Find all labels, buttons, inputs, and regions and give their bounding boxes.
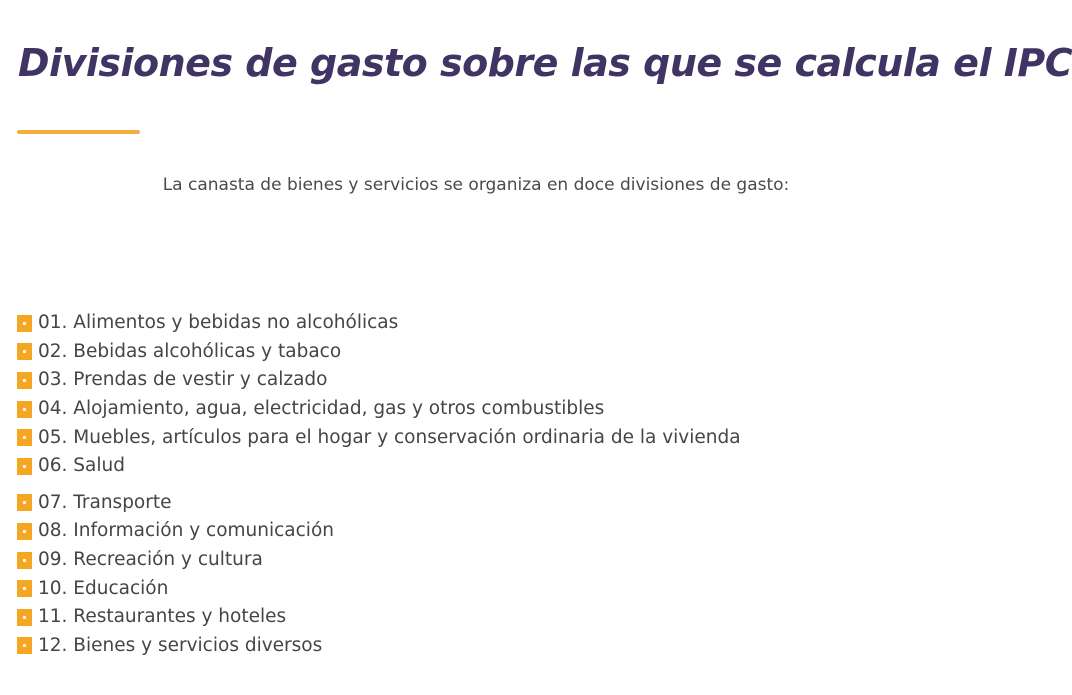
division-label: 06. Salud [38, 455, 125, 477]
division-label: 03. Prendas de vestir y calzado [38, 369, 328, 391]
square-bullet-icon [17, 401, 32, 418]
list-item [17, 632, 741, 661]
square-bullet-icon [17, 637, 32, 654]
list-item [17, 517, 741, 546]
divisions-list [17, 309, 741, 660]
list-item [17, 452, 741, 481]
square-bullet-icon [17, 372, 32, 389]
list-item [17, 338, 741, 367]
division-label: 05. Muebles, artículos para el hogar y conservación ordinaria de la vivienda [38, 426, 741, 448]
division-label: 02. Bebidas alcohólicas y tabaco [38, 340, 342, 362]
title-accent-bar [17, 130, 140, 134]
division-label: 10. Educación [38, 577, 169, 599]
list-item [17, 603, 741, 632]
square-bullet-icon [17, 343, 32, 360]
square-bullet-icon [17, 609, 32, 626]
division-label: 04. Alojamiento, agua, electricidad, gas y otros combustibles [38, 398, 605, 420]
square-bullet-icon [17, 429, 32, 446]
intro-text: La canasta de bienes y servicios se organiza en doce divisiones de gasto: [162, 175, 790, 195]
division-label: 11. Restaurantes y hoteles [38, 606, 287, 628]
square-bullet-icon [17, 523, 32, 540]
list-item [17, 489, 741, 518]
division-label: 09. Recreación y cultura [38, 549, 263, 571]
division-label: 01. Alimentos y bebidas no alcohólicas [38, 312, 399, 334]
square-bullet-icon [17, 458, 32, 475]
square-bullet-icon [17, 315, 32, 332]
list-item [17, 546, 741, 575]
square-bullet-icon [17, 552, 32, 569]
list-item [17, 423, 741, 452]
page-title: Divisiones de gasto sobre las que se calcula el IPC [18, 41, 1072, 85]
division-label: 12. Bienes y servicios diversos [38, 634, 323, 656]
square-bullet-icon [17, 580, 32, 597]
list-item [17, 309, 741, 338]
list-item [17, 395, 741, 424]
square-bullet-icon [17, 494, 32, 511]
list-item [17, 574, 741, 603]
list-item [17, 366, 741, 395]
division-label: 08. Información y comunicación [38, 520, 334, 542]
division-label: 07. Transporte [38, 491, 172, 513]
